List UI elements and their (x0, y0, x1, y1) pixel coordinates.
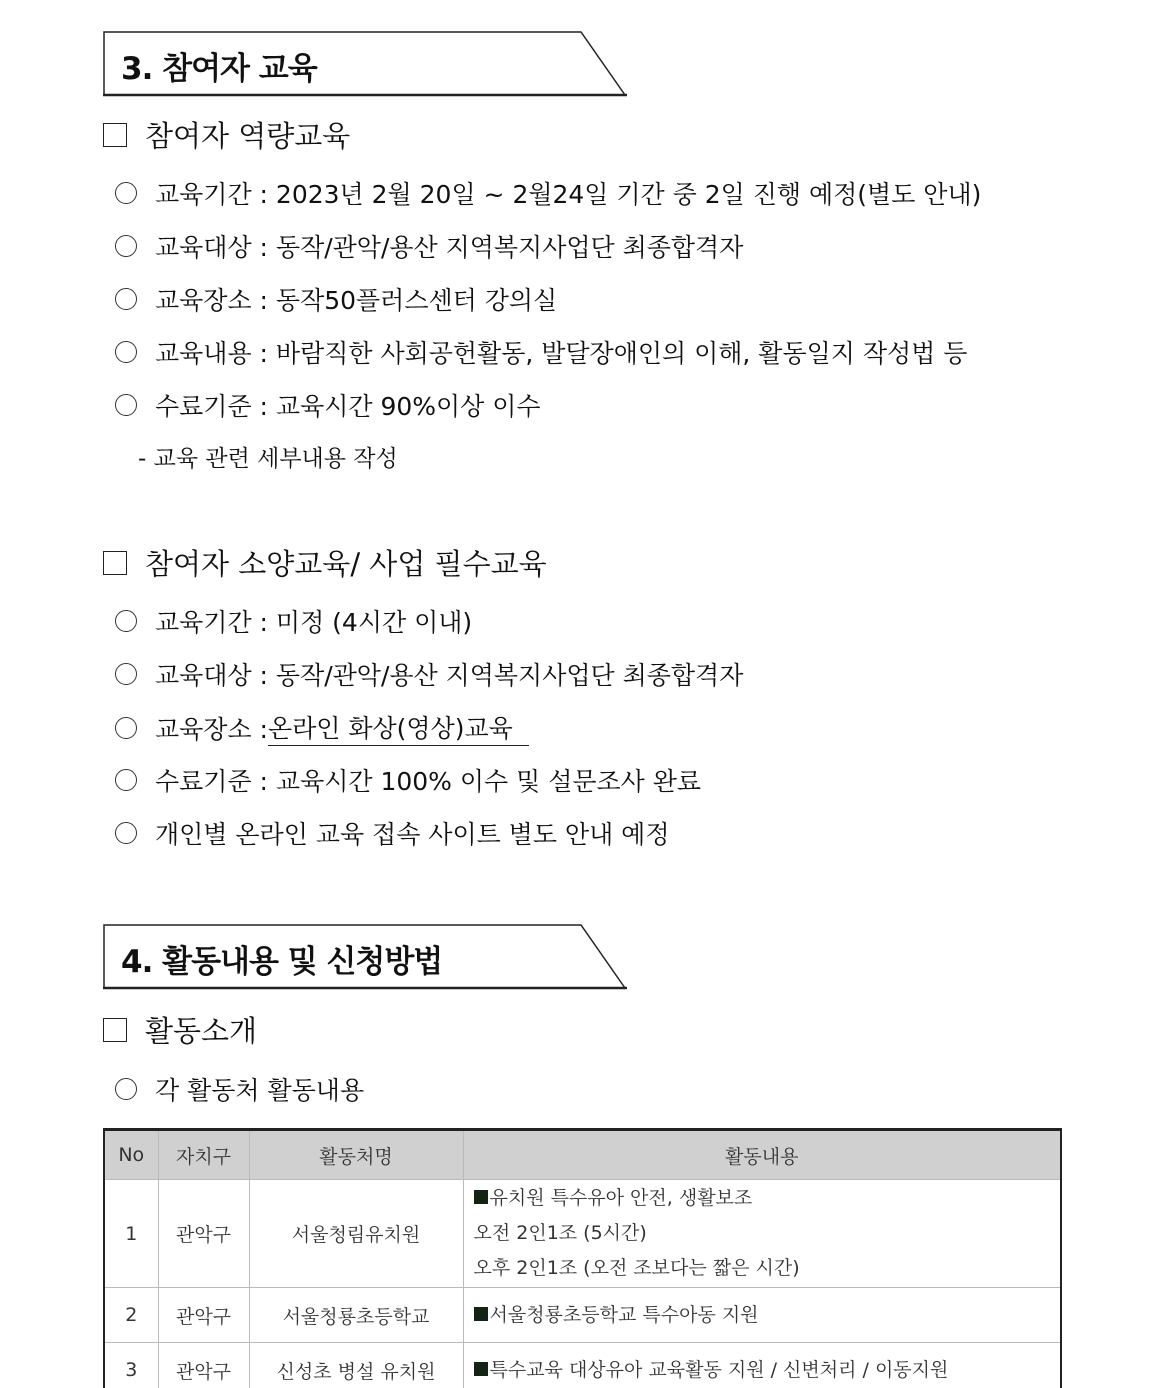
content-line: 오전 2인1조 (5시간) (473, 1222, 647, 1244)
note-text: - 교육 관련 세부내용 작성 (138, 446, 398, 472)
circle-bullet-icon (115, 663, 137, 685)
circle-bullet-icon (115, 610, 137, 632)
circle-bullet-icon (115, 288, 137, 310)
circle-bullet-icon (115, 394, 137, 416)
list-item (115, 815, 669, 851)
square-bullet-icon (474, 1307, 488, 1321)
item-text: 교육대상 : 동작/관악/용산 지역복지사업단 최종합격자 (155, 233, 744, 262)
checkbox-icon (103, 551, 127, 575)
section-4-header (103, 924, 626, 988)
cell-district: 관악구 (158, 1180, 249, 1288)
cell-place: 서울청룡초등학교 (249, 1288, 463, 1343)
circle-bullet-icon (115, 1078, 137, 1100)
item-text: 교육대상 : 동작/관악/용산 지역복지사업단 최종합격자 (155, 661, 744, 690)
group-heading (103, 542, 547, 583)
cell-district: 관악구 (158, 1288, 249, 1343)
section-title: 4. 활동내용 및 신청방법 (121, 944, 443, 980)
cell-content (463, 1180, 1061, 1288)
circle-bullet-icon (115, 822, 137, 844)
list-item (115, 762, 701, 798)
list-item (115, 1071, 364, 1107)
item-text: 각 활동처 활동내용 (155, 1076, 365, 1105)
item-text: 수료기준 : 교육시간 90%이상 이수 (155, 392, 541, 421)
cell-place: 서울청림유치원 (249, 1180, 463, 1288)
group-title: 참여자 역량교육 (145, 119, 351, 153)
content-line: 특수교육 대상유아 교육활동 지원 / 신변처리 / 이동지원 (489, 1358, 949, 1381)
cell-no: 2 (104, 1288, 158, 1343)
group-title: 활동소개 (145, 1014, 258, 1048)
cell-place: 신성초 병설 유치원 (249, 1343, 463, 1388)
list-item (115, 656, 743, 692)
checkbox-icon (103, 1018, 127, 1042)
list-item (115, 387, 541, 423)
circle-bullet-icon (115, 235, 137, 257)
header-place: 활동처명 (249, 1130, 463, 1180)
table-row (104, 1343, 1061, 1388)
square-bullet-icon (474, 1362, 488, 1376)
section-title: 3. 참여자 교육 (121, 51, 317, 87)
cell-content (463, 1288, 1061, 1343)
content-line: 오후 2인1조 (오전 조보다는 짧은 시간) (473, 1257, 800, 1279)
group-title: 참여자 소양교육/ 사업 필수교육 (145, 547, 547, 581)
list-item (115, 175, 981, 211)
table-row (104, 1288, 1061, 1343)
checkbox-icon (103, 123, 127, 147)
list-item (115, 709, 529, 746)
circle-bullet-icon (115, 341, 137, 363)
group-heading (103, 1009, 257, 1050)
activity-table (103, 1128, 1062, 1388)
content-line: 유치원 특수유아 안전, 생활보조 (489, 1187, 753, 1209)
item-label: 교육장소 : (155, 714, 268, 744)
item-text: 교육기간 : 미정 (4시간 이내) (155, 608, 473, 637)
header-district: 자치구 (158, 1130, 249, 1180)
section-3-header (103, 31, 626, 95)
item-text: 개인별 온라인 교육 접속 사이트 별도 안내 예정 (155, 820, 670, 849)
list-item (115, 334, 967, 370)
circle-bullet-icon (115, 717, 137, 739)
cell-district: 관악구 (158, 1343, 249, 1388)
square-bullet-icon (474, 1190, 488, 1204)
item-underlined-value: 온라인 화상(영상)교육 (268, 709, 529, 746)
cell-no: 3 (104, 1343, 158, 1388)
table-row (104, 1180, 1061, 1288)
header-content: 활동내용 (463, 1130, 1061, 1180)
cell-no: 1 (104, 1180, 158, 1288)
item-text: 교육내용 : 바람직한 사회공헌활동, 발달장애인의 이해, 활동일지 작성법 등 (155, 339, 968, 368)
list-item (115, 603, 472, 639)
item-text: 교육장소 : 동작50플러스센터 강의실 (155, 286, 558, 315)
circle-bullet-icon (115, 182, 137, 204)
item-text: 교육기간 : 2023년 2월 20일 ~ 2월24일 기간 중 2일 진행 예정(별도 안내) (155, 180, 982, 209)
list-item (115, 228, 743, 264)
item-text: 수료기준 : 교육시간 100% 이수 및 설문조사 완료 (155, 767, 702, 796)
group-heading (103, 114, 350, 155)
content-line: 서울청룡초등학교 특수아동 지원 (489, 1303, 759, 1326)
cell-content (463, 1343, 1061, 1388)
header-no: No (104, 1130, 158, 1180)
circle-bullet-icon (115, 769, 137, 791)
list-item (115, 281, 557, 317)
